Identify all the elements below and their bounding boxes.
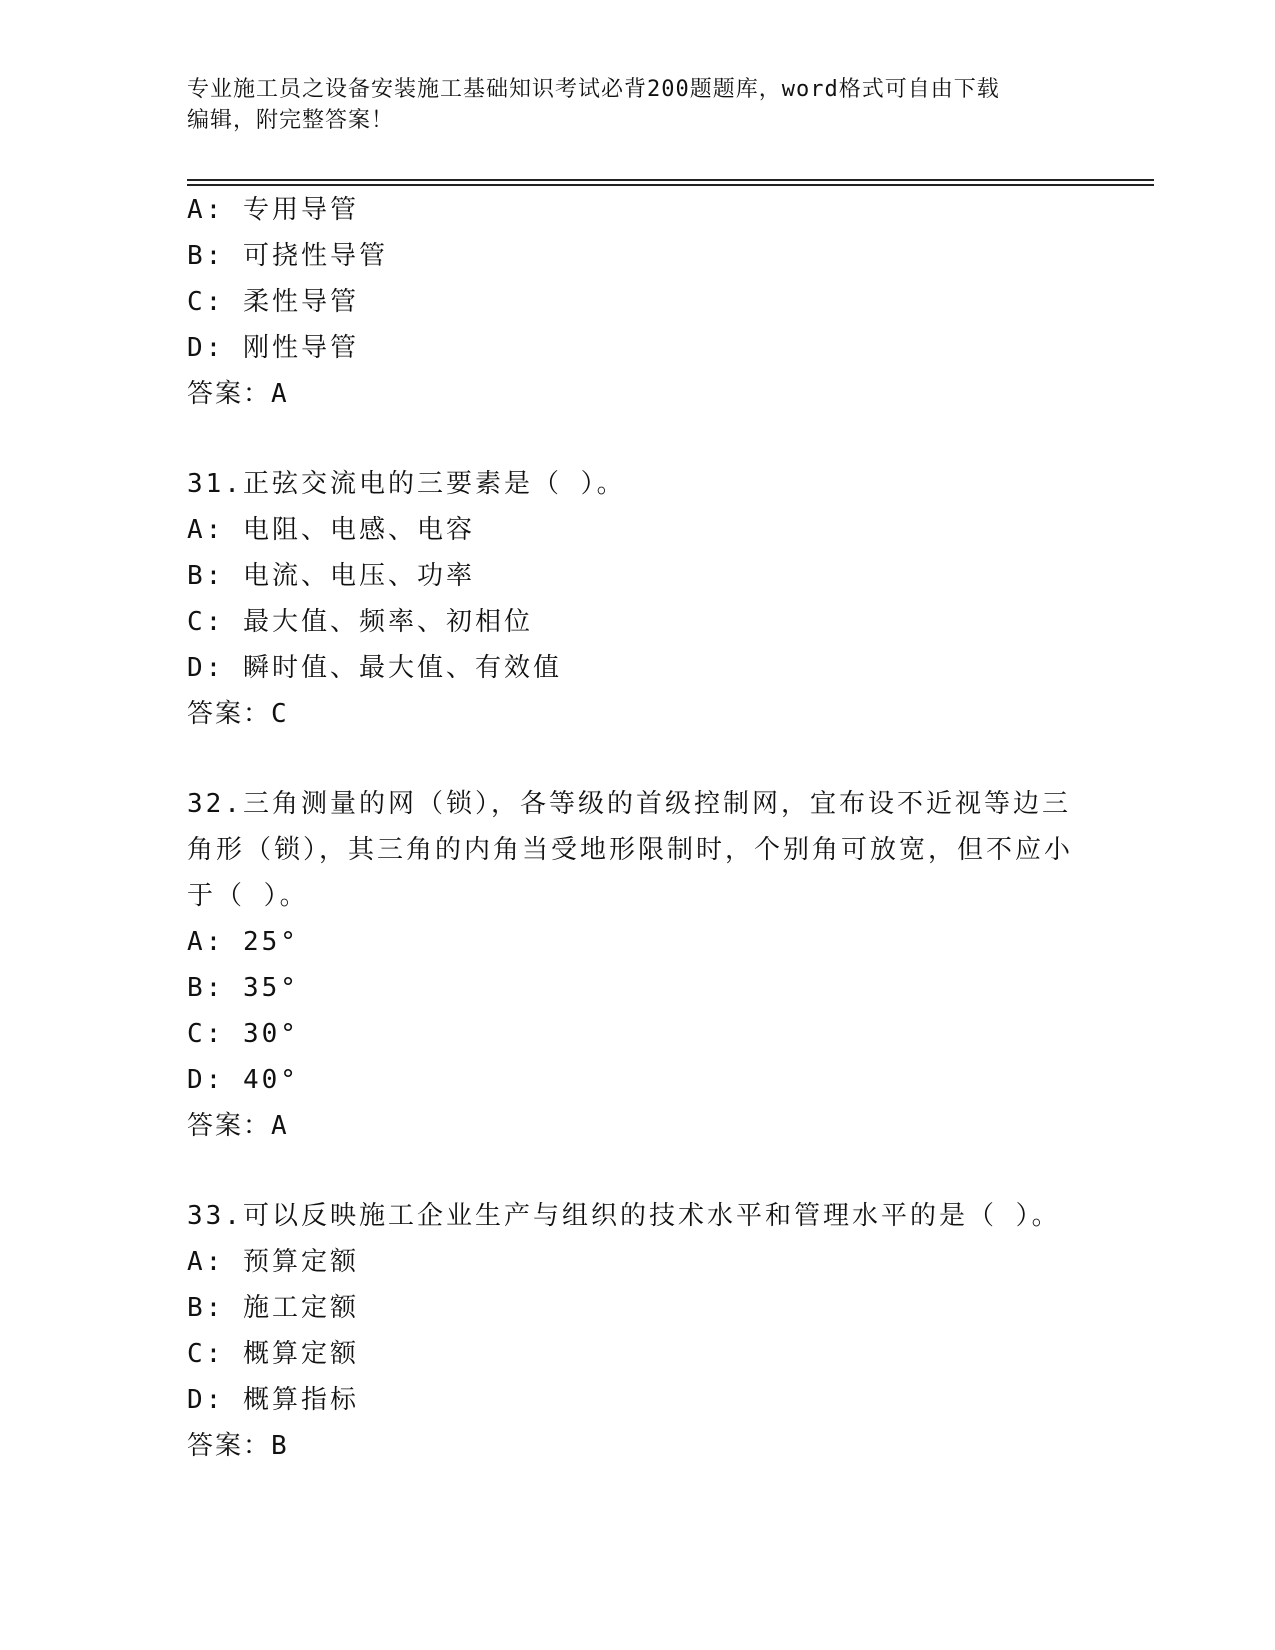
option-d: D: 40° [187, 1065, 299, 1095]
option-c: C: 最大值、频率、初相位 [187, 607, 533, 637]
answer-value: A [271, 379, 290, 409]
document-header [187, 74, 1067, 136]
question-block-30 [187, 187, 1087, 417]
option-b: B: 电流、电压、功率 [187, 561, 475, 591]
option-d: D: 概算指标 [187, 1385, 359, 1415]
answer-value: C [271, 699, 290, 729]
question-text: 32.三角测量的网（锁），各等级的首级控制网，宜布设不近视等边三角形（锁），其三角的内角当受地形限制时，个别角可放宽，但不应小于（ ）。 [187, 789, 1074, 911]
question-spacer [187, 737, 1087, 781]
question-block-31 [187, 461, 1087, 737]
answer-label: 答案： [187, 1431, 272, 1461]
option-b: B: 可挠性导管 [187, 241, 388, 271]
option-d: D: 刚性导管 [187, 333, 359, 363]
option-d: D: 瞬时值、最大值、有效值 [187, 653, 562, 683]
answer-value: B [271, 1431, 290, 1461]
question-text: 31.正弦交流电的三要素是（ ）。 [187, 469, 626, 499]
header-divider-top [187, 179, 1154, 181]
option-a: A: 预算定额 [187, 1247, 359, 1277]
option-b: B: 施工定额 [187, 1293, 359, 1323]
option-c: C: 概算定额 [187, 1339, 359, 1369]
answer-label: 答案： [187, 379, 272, 409]
question-text: 33.可以反映施工企业生产与组织的技术水平和管理水平的是（ ）。 [187, 1201, 1061, 1231]
answer-value: A [271, 1111, 290, 1141]
header-divider-bottom [187, 184, 1154, 186]
question-block-33 [187, 1193, 1087, 1469]
option-a: A: 电阻、电感、电容 [187, 515, 475, 545]
header-title-line-1: 专业施工员之设备安装施工基础知识考试必背200题题库，word格式可自由下载 [187, 77, 1000, 102]
answer-line [187, 371, 1087, 417]
question-list [187, 187, 1087, 1469]
answer-line [187, 1423, 1087, 1469]
header-title-line-2: 编辑，附完整答案！ [187, 108, 395, 133]
question-spacer [187, 417, 1087, 461]
option-a: A: 25° [187, 927, 299, 957]
option-c: C: 30° [187, 1019, 299, 1049]
question-block-32 [187, 781, 1087, 1149]
answer-line [187, 1103, 1087, 1149]
question-spacer [187, 1149, 1087, 1193]
answer-label: 答案： [187, 1111, 272, 1141]
answer-label: 答案： [187, 699, 272, 729]
answer-line [187, 691, 1087, 737]
option-a: A: 专用导管 [187, 195, 359, 225]
option-c: C: 柔性导管 [187, 287, 359, 317]
option-b: B: 35° [187, 973, 299, 1003]
